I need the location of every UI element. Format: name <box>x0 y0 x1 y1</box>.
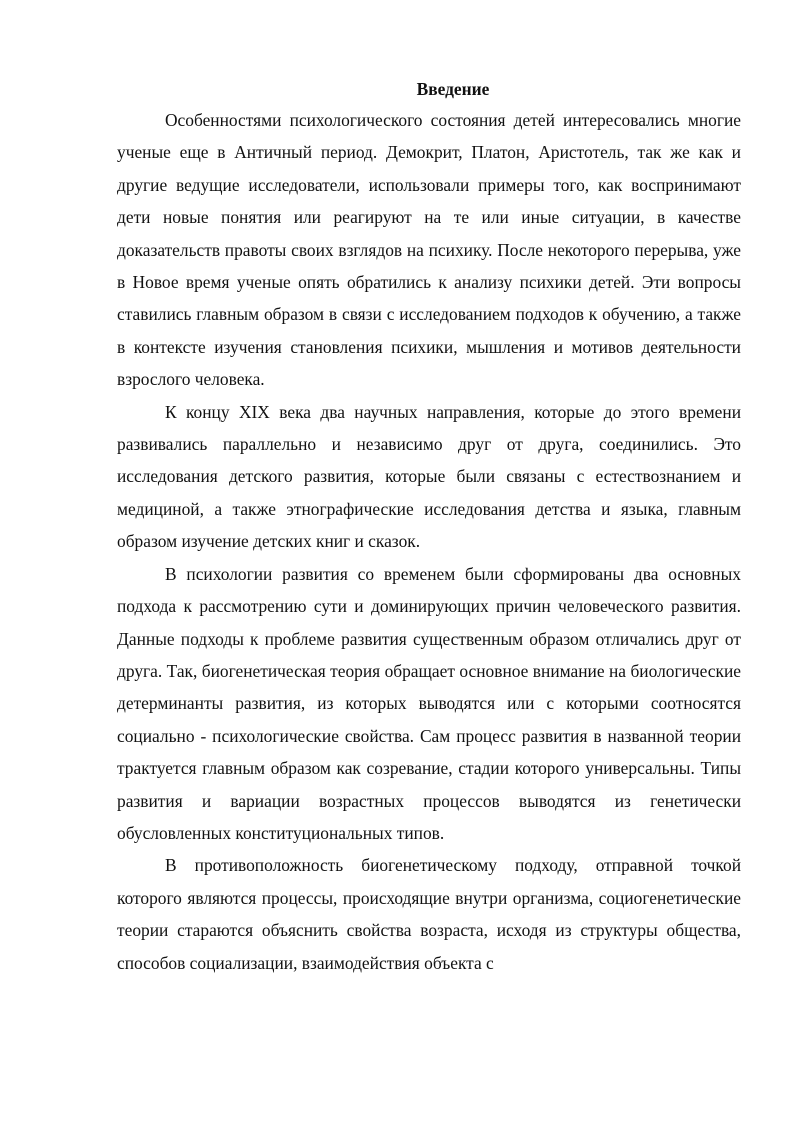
document-page <box>117 74 741 979</box>
paragraph-3: В психологии развития со временем были сформированы два основных подхода к рассмотрению сути и доминирующих причин человеческого развития. Данные подходы к проблеме развития существенным образом отличались друг от друга. Так, биогенетическая теория обращает основное внимание на биологические детерминанты развития, из которых выводятся или с которыми соотносятся социально - психологические свойства. Сам процесс развития в названной теории трактуется главным образом как созревание, стадии которого универсальны. Типы развития и вариации возрастных процессов выводятся из генетически обусловленных конституциональных типов. <box>117 563 741 843</box>
paragraph-4: В противоположность биогенетическому подходу, отправной точкой которого являются процессы, происходящие внутри организма, социогенетические теории стараются объяснить свойства возраста, исходя из структуры общества, способов социализации, взаимодействия объекта с <box>117 855 741 973</box>
document-title: Введение <box>416 79 490 99</box>
paragraph-1: Особенностями психологического состояния детей интересовались многие ученые еще в Античный период. Демокрит, Платон, Аристотель, так же как и другие ведущие исследователи, использовали примеры того, как воспринимают дети новые понятия или реагируют на те или иные ситуации, в качестве доказательств правоты своих взглядов на психику. После некоторого перерыва, уже в Новое время ученые опять обратились к анализу психики детей. Эти вопросы ставились главным образом в связи с исследованием подходов к обучению, а также в контексте изучения становления психики, мышления и мотивов деятельности взрослого человека. <box>117 110 741 390</box>
paragraph-2: К концу XIX века два научных направления, которые до этого времени развивались параллельно и независимо друг от друга, соединились. Это исследования детского развития, которые были связаны с естествознанием и медициной, а также этнографические исследования детства и языка, главным образом изучение детских книг и сказок. <box>117 401 741 552</box>
